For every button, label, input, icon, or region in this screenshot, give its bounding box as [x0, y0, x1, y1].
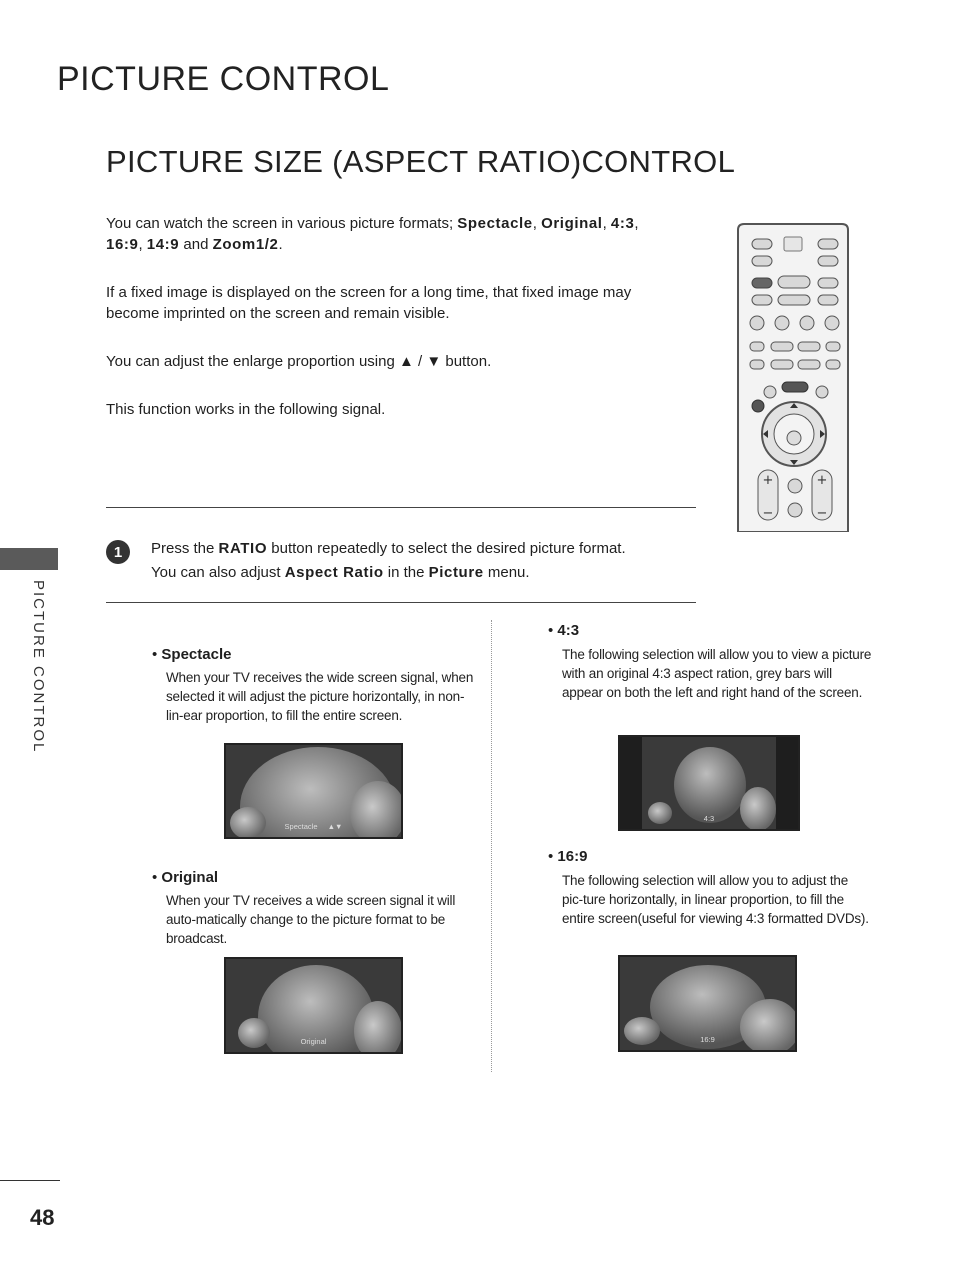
sep: ,	[138, 236, 147, 253]
spectacle-screen-label	[226, 822, 401, 831]
original-screen-label: Original	[300, 1037, 327, 1046]
volume-minus-label: −	[762, 506, 774, 521]
volume-plus-label: +	[762, 473, 774, 488]
sep: and	[179, 236, 213, 253]
section-tab-marker	[0, 548, 58, 570]
ratio-key-label: RATIO	[218, 540, 268, 557]
step-number-badge: 1	[106, 540, 130, 564]
option-4-3-name: 4:3	[557, 622, 580, 639]
up-down-arrows-icon: ▲ / ▼	[399, 353, 442, 370]
format-zoom: Zoom1/2	[212, 236, 279, 253]
format-original: Original	[541, 215, 603, 232]
option-4-3-title	[548, 622, 579, 639]
option-spectacle-description: When your TV receives the wide screen signal, when selected it will adjust the picture horizontally, in non-lin-ear proportion, to fill the entire screen.	[166, 670, 474, 723]
format-16-9: 16:9	[106, 236, 139, 253]
spectacle-screen-example	[224, 743, 403, 839]
channel-plus-label: +	[816, 473, 828, 488]
option-16-9-name: 16:9	[557, 848, 588, 865]
option-16-9-description: The following selection will allow you to adjust the pic-ture horizontally, in linear proportion, to fill the entire screen(useful for viewing 4:3 formatted DVDs).	[562, 873, 869, 926]
format-spectacle: Spectacle	[457, 215, 533, 232]
intro-lead-text: You can watch the screen in various picture formats;	[106, 215, 458, 232]
bullet: •	[548, 848, 558, 865]
step-line1-lead: Press the	[151, 540, 219, 557]
section-title: PICTURE SIZE (ASPECT RATIO)CONTROL	[106, 144, 736, 179]
intro-formats-paragraph	[106, 213, 686, 255]
ratio-16-9-screen-label: 16:9	[700, 1035, 715, 1044]
channel-minus-label: −	[816, 506, 828, 521]
spectacle-osd-text: Spectacle	[284, 822, 318, 831]
ratio-16-9-screen-example	[618, 955, 797, 1052]
footer-rule	[0, 1180, 60, 1181]
adjust-lead: You can adjust the enlarge proportion using	[106, 353, 399, 370]
step-line2-lead: You can also adjust	[151, 564, 285, 581]
option-4-3-description: The following selection will allow you to view a picture with an original 4:3 aspect ration, grey bars will appear on both the left and right hand of the screen.	[562, 647, 872, 700]
option-original-title	[152, 869, 218, 886]
sep: ,	[602, 215, 611, 232]
step-line2-tail: menu.	[483, 564, 530, 581]
option-original-description: When your TV receives a wide screen signal it will auto-matically change to the picture format to be broadcast.	[166, 893, 456, 946]
page-header-title: PICTURE CONTROL	[57, 60, 390, 98]
fixed-image-warning: If a fixed image is displayed on the screen for a long time, that fixed image may become imprinted on the screen and remain visible.	[106, 284, 632, 322]
up-down-icon: ▲▼	[327, 822, 343, 831]
option-16-9-title	[548, 848, 587, 865]
sep: ,	[634, 215, 639, 232]
ratio-4-3-screen-example	[618, 735, 800, 831]
step-line1-tail: button repeatedly to select the desired picture format.	[267, 540, 626, 557]
original-screen-example	[224, 957, 403, 1054]
bullet: •	[152, 869, 162, 886]
picture-menu-label: Picture	[428, 564, 484, 581]
bullet: •	[152, 646, 162, 663]
adjust-tail: button.	[441, 353, 492, 370]
sep: ,	[532, 215, 542, 232]
format-4-3: 4:3	[610, 215, 635, 232]
step-bottom-rule	[106, 602, 696, 603]
signal-note: This function works in the following signal.	[106, 401, 386, 418]
bullet: •	[548, 622, 558, 639]
column-divider	[491, 620, 492, 1072]
remote-control-illustration	[736, 222, 850, 532]
step-top-rule	[106, 507, 696, 508]
step-instructions	[151, 537, 711, 585]
aspect-ratio-menu-item: Aspect Ratio	[284, 564, 384, 581]
sidebar-section-label: PICTURE CONTROL	[30, 580, 47, 754]
sep: .	[278, 236, 283, 253]
option-spectacle-name: Spectacle	[161, 646, 232, 663]
step-line2-mid: in the	[383, 564, 429, 581]
adjust-proportion-text	[106, 351, 686, 372]
option-original-name: Original	[161, 869, 219, 886]
format-14-9: 14:9	[146, 236, 180, 253]
ratio-4-3-screen-label: 4:3	[703, 814, 715, 823]
page-number: 48	[30, 1205, 55, 1230]
option-spectacle-title	[152, 646, 231, 663]
